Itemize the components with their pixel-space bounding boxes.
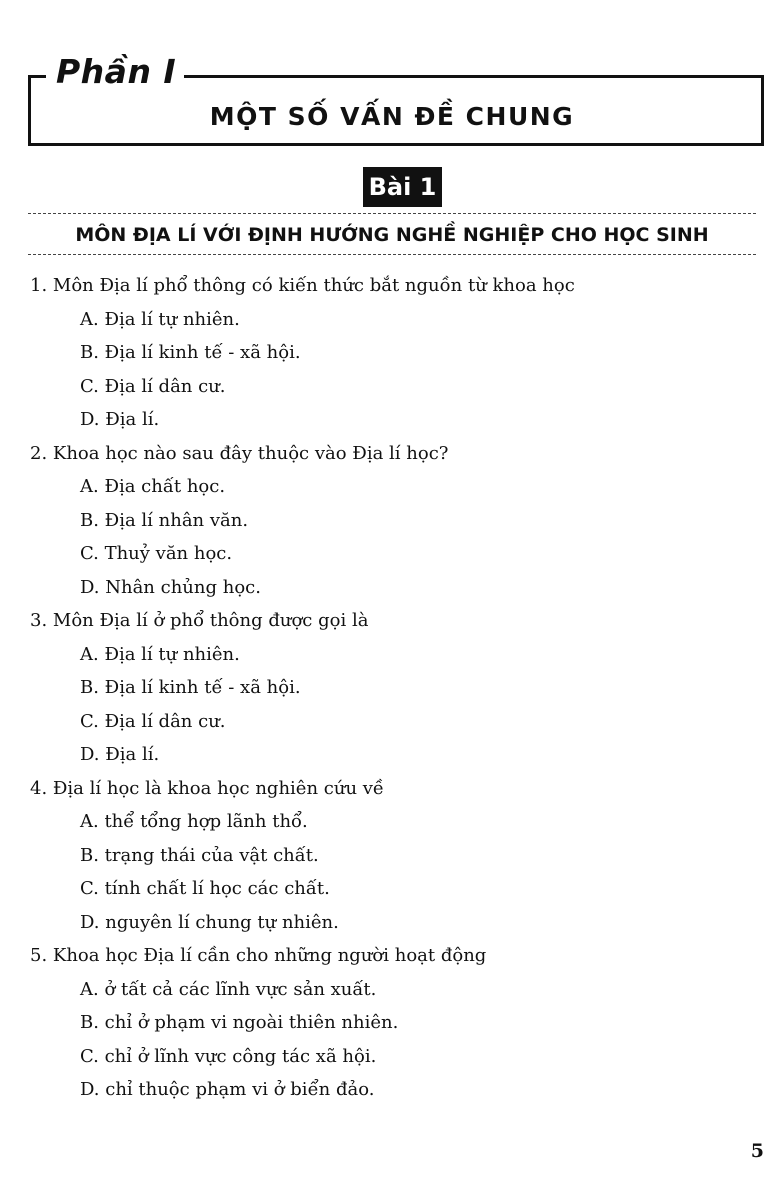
question-1 <box>30 269 750 437</box>
option-c: C. Thuỷ văn học. <box>80 543 233 564</box>
question-text: 2. Khoa học nào sau đây thuộc vào Địa lí học? <box>30 442 449 464</box>
option-b: B. Địa lí kinh tế - xã hội. <box>80 342 301 363</box>
question-2 <box>30 437 750 605</box>
option-d: D. chỉ thuộc phạm vi ở biển đảo. <box>80 1079 375 1100</box>
option-a: A. ở tất cả các lĩnh vực sản xuất. <box>80 978 377 1000</box>
box-top-right-border <box>184 75 764 78</box>
option-c: C. Địa lí dân cư. <box>80 375 226 397</box>
option-d: D. Địa lí. <box>80 744 160 765</box>
lesson-title: MÔN ĐỊA LÍ VỚI ĐỊNH HƯỚNG NGHỀ NGHIỆP CHO HỌC SINH <box>75 224 709 246</box>
question-text: 4. Địa lí học là khoa học nghiên cứu về <box>30 777 384 799</box>
question-list <box>30 269 750 1107</box>
option-a: A. Địa lí tự nhiên. <box>80 308 240 330</box>
option-b: B. Địa lí kinh tế - xã hội. <box>80 677 301 698</box>
option-a: A. thể tổng hợp lãnh thổ. <box>80 811 308 832</box>
divider-top <box>28 213 756 214</box>
question-text: 1. Môn Địa lí phổ thông có kiến thức bắt nguồn từ khoa học <box>30 275 575 296</box>
option-d: D. Nhân chủng học. <box>80 576 261 598</box>
part-title: MỘT SỐ VẤN ĐỀ CHUNG <box>209 102 575 131</box>
question-text: 5. Khoa học Địa lí cần cho những người hoạt động <box>30 945 487 966</box>
question-text: 3. Môn Địa lí ở phổ thông được gọi là <box>30 610 369 631</box>
option-d: D. Địa lí. <box>80 409 160 430</box>
question-5 <box>30 939 750 1107</box>
question-3 <box>30 604 750 772</box>
option-b: B. chỉ ở phạm vi ngoài thiên nhiên. <box>80 1012 399 1033</box>
page-number: 5 <box>750 1140 764 1162</box>
part-label: Phần I <box>56 52 177 91</box>
option-a: A. Địa chất học. <box>80 476 226 497</box>
divider-bottom <box>28 254 756 255</box>
lesson-badge: Bài 1 <box>363 167 442 207</box>
question-4 <box>30 772 750 940</box>
option-c: C. tính chất lí học các chất. <box>80 878 330 899</box>
option-b: B. Địa lí nhân văn. <box>80 509 249 531</box>
option-a: A. Địa lí tự nhiên. <box>80 643 240 665</box>
option-d: D. nguyên lí chung tự nhiên. <box>80 911 339 933</box>
option-b: B. trạng thái của vật chất. <box>80 844 319 866</box>
box-top-left-border <box>28 75 46 78</box>
option-c: C. chỉ ở lĩnh vực công tác xã hội. <box>80 1045 377 1067</box>
option-c: C. Địa lí dân cư. <box>80 710 226 732</box>
